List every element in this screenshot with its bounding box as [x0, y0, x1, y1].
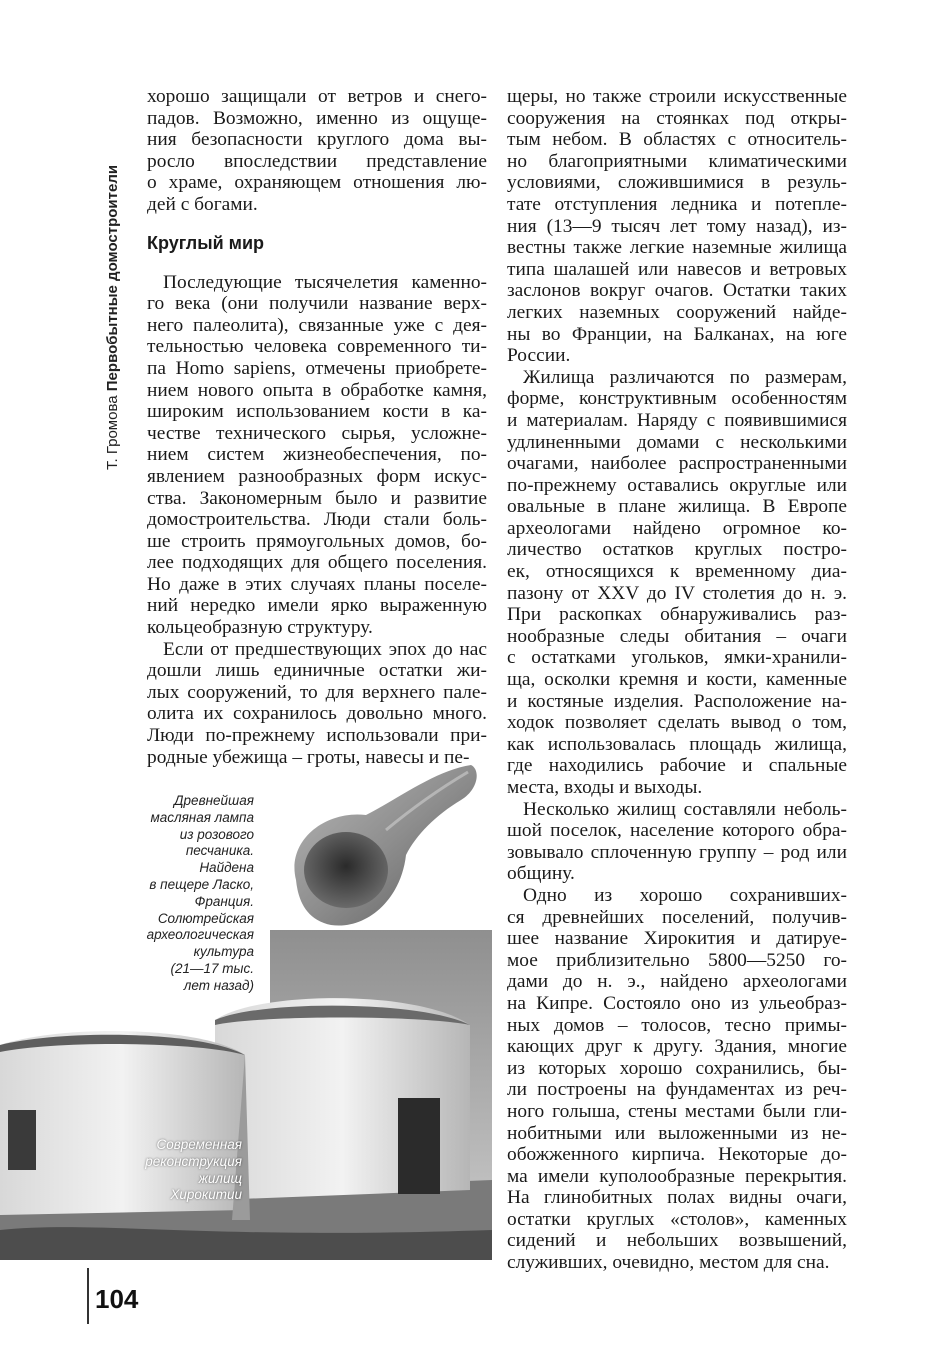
- text-line: зовывало сплоченную группу – род или: [507, 841, 847, 863]
- caption-line: в пещере Ласко,: [149, 876, 254, 892]
- text-line: очагами, наиболее распространенными: [507, 453, 847, 475]
- text-line: дами до н. э., найдено археологами: [507, 971, 847, 993]
- right-paragraph-1: [507, 86, 847, 367]
- text-line: где находились рабочие и спальные: [507, 755, 847, 777]
- text-line: ны во Франции, на Балканах, на юге: [507, 323, 847, 345]
- page-rule: [87, 1268, 89, 1324]
- text-line: Несколько жилищ составляли неболь-: [523, 798, 847, 820]
- text-line: тате отступления ледника и потепле-: [507, 193, 847, 215]
- text-line: ща, осколки кремня и кости, каменные: [507, 669, 847, 691]
- text-line: тельностью человека современного ти-: [147, 336, 487, 358]
- text-line: дошли лишь единичные остатки жи-: [147, 660, 487, 682]
- text-line: ного голыша, стены местами были гли-: [507, 1100, 847, 1122]
- text-line: на Кипре. Состояло оно из ульеобраз-: [507, 992, 847, 1014]
- text-line: честве технического сырья, усложне-: [147, 422, 487, 444]
- text-line: шее название Хирокития и датируе-: [507, 928, 847, 950]
- text-line: олита их сохранилось довольно много.: [147, 703, 487, 725]
- text-line: ек, относящихся к временному диа-: [507, 561, 847, 583]
- caption-line: археологическая: [146, 927, 254, 943]
- text-line: ся древнейших поселений, получив-: [507, 906, 847, 928]
- text-line: нообразные следы обитания – очаги: [507, 625, 847, 647]
- running-head: [104, 70, 121, 470]
- text-line: ше строить прямоугольных домов, бо-: [147, 530, 487, 552]
- oil-lamp-photo: [286, 760, 481, 935]
- caption-line: Древнейшая: [174, 793, 254, 808]
- text-line: из которых хорошо сохранились, бы-: [507, 1057, 847, 1079]
- left-paragraph-2: [147, 639, 487, 769]
- text-line: При раскопках обнаруживались раз-: [507, 604, 847, 626]
- text-line: па Homo sapiens, отмечены приобрете-: [147, 357, 487, 379]
- text-line: щеры, но также строили искусственные: [507, 86, 847, 107]
- text-line: форме, конструктивным особенностям: [507, 388, 847, 410]
- text-line: но благоприятными климатическими: [507, 150, 847, 172]
- left-paragraph-1: [147, 272, 487, 639]
- text-line: остатки круглых «столов», каменных: [507, 1208, 847, 1230]
- text-line: широким использованием кости в ка-: [147, 401, 487, 423]
- right-column: [507, 86, 847, 1274]
- caption-line: Франция.: [194, 893, 254, 909]
- caption-line: Солютрейская: [157, 910, 254, 926]
- lamp-caption: [118, 793, 254, 995]
- text-line: России.: [507, 345, 571, 367]
- text-line: легких наземных сооружений найде-: [507, 301, 847, 323]
- text-line: Одно из хорошо сохранивших-: [523, 884, 847, 906]
- text-line: Жилища различаются по размерам,: [523, 366, 847, 388]
- text-line: по-прежнему оставались округлые или: [507, 474, 847, 496]
- text-line: падов. Возможно, именно из ощуще-: [147, 107, 487, 129]
- text-line: хорошо защищали от ветров и снего-: [147, 86, 487, 107]
- text-line: овальные в плане жилища. В Европе: [507, 496, 847, 518]
- section-heading: Круглый мир: [147, 232, 265, 253]
- caption-line: из розового: [179, 826, 254, 842]
- text-line: с остатками угольков, ямки-хранили-: [507, 647, 847, 669]
- right-paragraph-4: [507, 885, 847, 1274]
- caption-line: Хирокитии: [170, 1187, 242, 1203]
- text-line: ния (13—9 тысяч лет тому назад), из-: [507, 215, 847, 237]
- caption-line: лет назад): [183, 977, 254, 993]
- text-line: Если от предшествующих эпох до нас: [163, 638, 487, 660]
- caption-line: Найдена: [199, 860, 254, 876]
- text-line: кающих друг к другу. Здания, многие: [507, 1036, 847, 1058]
- text-line: сооружения на стоянках под откры-: [507, 107, 847, 129]
- text-line: лее подходящих для общего поселения.: [147, 552, 487, 574]
- text-line: служивших, очевидно, местом для сна.: [507, 1252, 830, 1274]
- text-line: Последующие тысячелетия каменно-: [163, 271, 487, 293]
- text-line: и материалам. Наряду с появившимися: [507, 409, 847, 431]
- text-line: ний нередко имели ярко выраженную: [147, 595, 487, 617]
- text-line: типа шалашей или навесов и ветровых: [507, 258, 847, 280]
- text-line: тым небом. В областях с относитель-: [507, 129, 847, 151]
- text-line: удлиненными домами с несколькими: [507, 431, 847, 453]
- text-line: нием систем жизнеобеспечения, по-: [147, 444, 487, 466]
- text-line: пазону от XXV до IV столетия до н. э.: [507, 582, 847, 604]
- caption-line: песчаника.: [185, 843, 254, 859]
- text-line: как использовалась площадь жилища,: [507, 733, 847, 755]
- text-line: личество остатков круглых постро-: [507, 539, 847, 561]
- text-line: ния безопасности круглого дома вы-: [147, 129, 487, 151]
- text-line: нобитными или выложенными из не-: [507, 1122, 847, 1144]
- text-line: лых сооружений, то для верхнего пале-: [147, 681, 487, 703]
- running-head-author: Т. Громова: [104, 395, 121, 470]
- caption-line: культура: [193, 944, 254, 960]
- text-line: На глинобитных полах видны очаги,: [507, 1187, 847, 1209]
- text-line: го века (они получили название верх-: [147, 293, 487, 315]
- house-caption: [110, 1137, 242, 1204]
- text-line: заслонов вокруг очагов. Остатки таких: [507, 280, 847, 302]
- text-line: дей с богами.: [147, 193, 258, 215]
- caption-line: жилищ: [198, 1170, 242, 1186]
- text-line: родные убежища – гроты, навесы и пе-: [147, 746, 470, 768]
- text-line: росло впоследствии представление: [147, 150, 487, 172]
- text-line: него палеолита), связанные уже с дея-: [147, 314, 487, 336]
- running-head-title: Первобытные домостроители: [104, 164, 121, 392]
- text-line: обожженного кирпича. Некоторые до-: [507, 1144, 847, 1166]
- right-paragraph-3: [507, 799, 847, 885]
- left-column: [147, 86, 487, 768]
- text-line: и костяные изделия. Расположение на-: [507, 690, 847, 712]
- left-paragraph-intro: [147, 86, 487, 216]
- text-line: сидений и небольших возвышений,: [507, 1230, 847, 1252]
- caption-line: (21—17 тыс.: [170, 960, 254, 976]
- text-line: ходок позволяет сделать вывод о том,: [507, 712, 847, 734]
- text-line: ства. Закономерным было и развитие: [147, 487, 487, 509]
- text-line: общину.: [507, 863, 575, 885]
- caption-line: масляная лампа: [150, 809, 254, 825]
- text-line: археологами найдено огромное ко-: [507, 517, 847, 539]
- text-line: условиями, сложившимися в резуль-: [507, 172, 847, 194]
- text-line: кольцеобразную структуру.: [147, 617, 373, 639]
- text-line: о храме, охраняющем отношения лю-: [147, 172, 487, 194]
- right-paragraph-2: [507, 367, 847, 799]
- text-line: места, входы и выходы.: [507, 777, 703, 798]
- text-line: ма имели куполообразные перекрытия.: [507, 1165, 847, 1187]
- caption-line: реконструкция: [145, 1153, 242, 1169]
- text-line: вестны также легкие наземные жилища: [507, 237, 847, 259]
- caption-line: Современная: [156, 1137, 242, 1152]
- page-number: 104: [95, 1284, 139, 1314]
- text-line: домостроительства. Люди стали боль-: [147, 509, 487, 531]
- text-line: нием нового опыта в обработке камня,: [147, 379, 487, 401]
- text-line: ли построены на фундаментах из реч-: [507, 1079, 847, 1101]
- text-line: Люди по-прежнему использовали при-: [147, 725, 487, 747]
- text-line: Но даже в этих случаях планы поселе-: [147, 573, 487, 595]
- text-line: мое приблизительно 5800—5250 го-: [507, 949, 847, 971]
- text-line: шой поселок, население которого обра-: [507, 820, 847, 842]
- text-line: явлением разнообразных форм искус-: [147, 465, 487, 487]
- text-line: ных домов – толосов, тесно примы-: [507, 1014, 847, 1036]
